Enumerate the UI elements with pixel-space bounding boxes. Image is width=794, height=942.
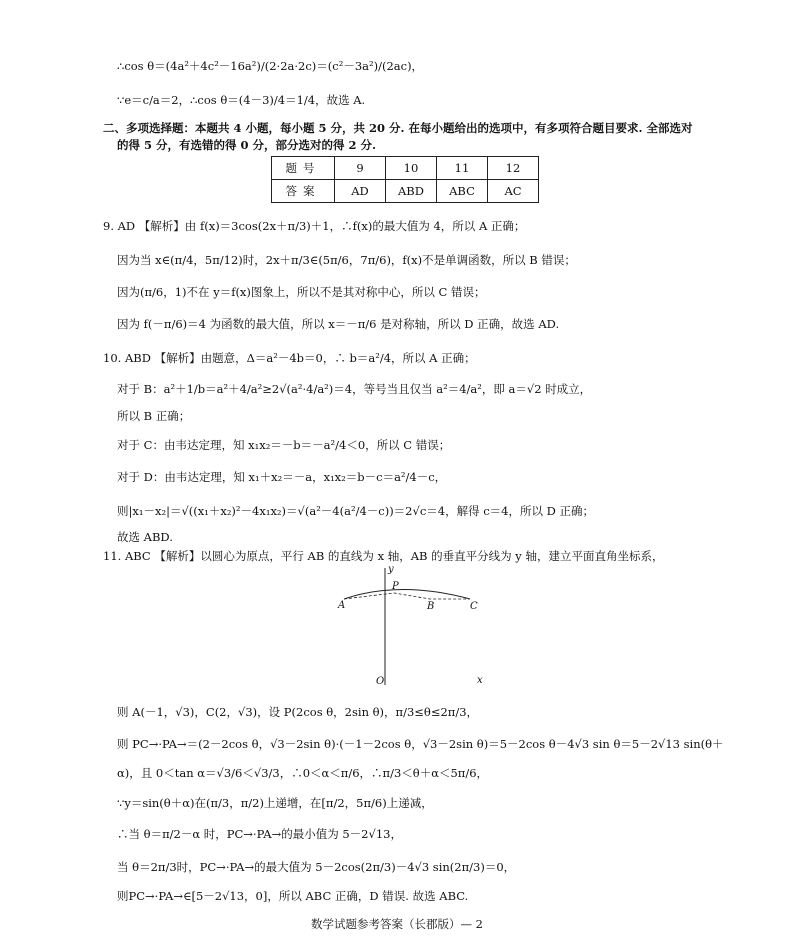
origin-label: O	[376, 676, 385, 687]
text-line: 对于 D：由韦达定理，知 x₁＋x₂＝－a，x₁x₂＝b－c＝a²/4－c，	[117, 470, 447, 484]
text-line: 因为 f(－π/6)＝4 为函数的最大值，所以 x＝－π/6 是对称轴，所以 D 正确，故选 AD.	[117, 317, 560, 331]
point-p-label: P	[392, 581, 399, 592]
text-line: 则 PC→·PA→＝(2－2cos θ，√3－2sin θ)·(－1－2cos θ，√3－2sin θ)＝5－2cos θ－4√3 sin θ＝5－2√13 sin(θ＋	[117, 737, 724, 751]
table-cell: AD	[335, 180, 386, 203]
table-cell: AC	[488, 180, 539, 203]
text-line: 则|x₁－x₂|＝√((x₁＋x₂)²－4x₁x₂)＝√(a²－4(a²/4－c))＝2√c＝4，解得 c＝4，所以 D 正确；	[117, 504, 595, 518]
text-line: 对于 B：a²＋1/b＝a²＋4/a²≥2√(a²·4/a²)＝4，等号当且仅当 a²＝4/a²，即 a＝√2 时成立，	[117, 382, 592, 396]
answer-table	[271, 156, 539, 203]
point-c-label: C	[470, 601, 478, 612]
table-cell: 12	[488, 157, 539, 180]
text-line: α)，且 0＜tan α＝√3/6＜√3/3，∴0＜α＜π/6，∴π/3＜θ＋α＜5π/6，	[117, 766, 489, 780]
text-line: 10. ABD 【解析】由题意，Δ＝a²－4b＝0，∴ b＝a²/4，所以 A 正确；	[103, 351, 476, 365]
text-line: 则PC→·PA→∈[5－2√13，0]，所以 ABC 正确，D 错误. 故选 ABC.	[117, 889, 469, 903]
table-row	[272, 157, 539, 180]
text-line: ∵e＝c/a＝2，∴cos θ＝(4－3)/4＝1/4，故选 A.	[117, 93, 366, 107]
arc-curve	[344, 590, 470, 600]
table-cell: ABC	[437, 180, 488, 203]
table-cell: 10	[386, 157, 437, 180]
text-line: 9. AD 【解析】由 f(x)＝3cos(2x＋π/3)＋1，∴f(x)的最大值为 4，所以 A 正确；	[103, 219, 526, 233]
text-line: ∴当 θ＝π/2－α 时，PC→·PA→的最小值为 5－2√13，	[117, 827, 402, 841]
text-line: 则 A(－1，√3)，C(2，√3)，设 P(2cos θ，2sin θ)，π/3≤θ≤2π/3，	[117, 705, 479, 719]
text-line: ∵y＝sin(θ＋α)在(π/3，π/2)上递增，在[π/2，5π/6)上递减，	[117, 796, 433, 810]
table-row	[272, 180, 539, 203]
y-axis-label: y	[388, 564, 394, 575]
page-footer: 数学试题参考答案（长郡版）— 2	[311, 917, 483, 931]
text-line: 对于 C：由韦达定理，知 x₁x₂＝－b＝－a²/4＜0，所以 C 错误；	[117, 438, 451, 452]
text-line: 11. ABC 【解析】以圆心为原点，平行 AB 的直线为 x 轴，AB 的垂直平分线为 y 轴，建立平面直角坐标系，	[103, 549, 664, 563]
text-line: 当 θ＝2π/3时，PC→·PA→的最大值为 5－2cos(2π/3)－4√3 sin(2π/3)＝0，	[117, 860, 516, 874]
x-axis-label: x	[477, 675, 483, 686]
table-cell: 9	[335, 157, 386, 180]
point-b-label: B	[427, 601, 435, 612]
section-heading: 二、多项选择题：本题共 4 小题，每小题 5 分，共 20 分. 在每小题给出的选项中，有多项符合题目要求. 全部选对	[103, 121, 693, 135]
text-line: 故选 ABD.	[117, 530, 173, 544]
text-line: ∴cos θ＝(4a²＋4c²－16a²)/(2·2a·2c)＝(c²－3a²)/(2ac)，	[117, 59, 424, 73]
text-line: 所以 B 正确；	[117, 409, 191, 423]
coordinate-figure	[330, 560, 490, 690]
point-a-label: A	[338, 600, 346, 611]
table-cell: 11	[437, 157, 488, 180]
text-line: 因为当 x∈(π/4，5π/12)时，2x＋π/3∈(5π/6，7π/6)，f(x)不是单调函数，所以 B 错误；	[117, 253, 576, 267]
text-line: 因为(π/6，1)不在 y＝f(x)图象上，所以不是其对称中心，所以 C 错误；	[117, 285, 486, 299]
table-cell: ABD	[386, 180, 437, 203]
table-answer-label: 答案	[272, 180, 335, 203]
table-header-label: 题号	[272, 157, 335, 180]
section-heading: 的得 5 分，有选错的得 0 分，部分选对的得 2 分.	[117, 138, 377, 152]
